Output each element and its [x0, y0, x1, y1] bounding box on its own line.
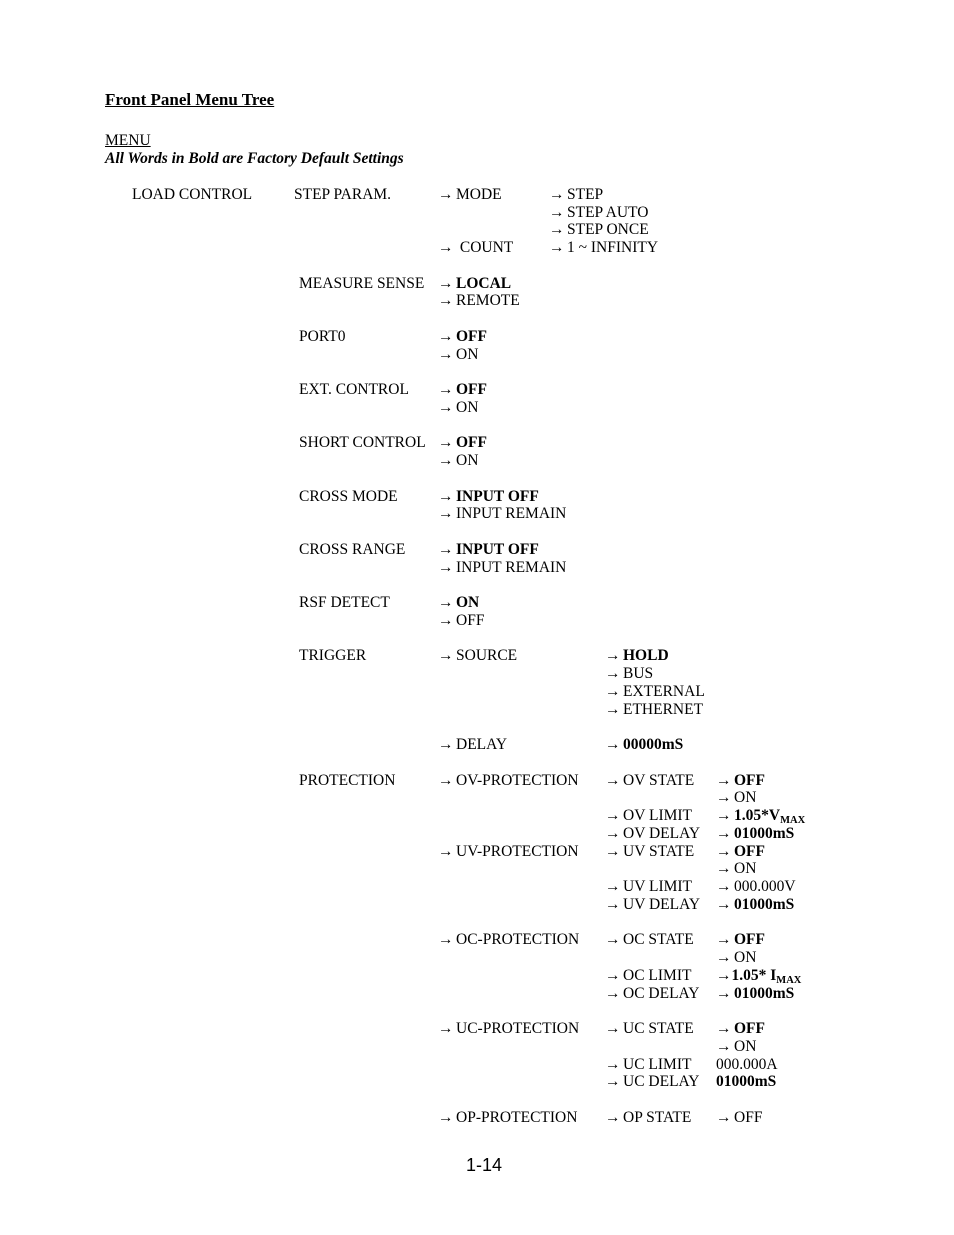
opt-cross-mode-input-off: → INPUT OFF	[438, 488, 539, 505]
label-short-control: SHORT CONTROL	[299, 434, 426, 451]
arrow-right-icon: →	[438, 488, 454, 505]
opt-ov-state-off: → OFF	[716, 772, 765, 789]
arrow-right-icon: →	[549, 239, 565, 256]
opt-ext-on: → ON	[438, 399, 479, 416]
opt-delay-val: → 00000mS	[605, 736, 684, 753]
opt-ov-state: → OV STATE	[605, 772, 695, 789]
arrow-right-icon: →	[438, 239, 454, 256]
opt-op-state-off: → OFF	[716, 1109, 763, 1126]
arrow-right-icon: →	[605, 736, 621, 753]
opt-cross-range-input-off: → INPUT OFF	[438, 541, 539, 558]
opt-bus: → BUS	[605, 665, 654, 682]
opt-ov-limit: → OV LIMIT	[605, 807, 693, 824]
opt-remote: → REMOTE	[438, 292, 520, 309]
opt-oc-limit: → OC LIMIT	[605, 967, 692, 984]
opt-mode: → MODE	[438, 186, 502, 203]
opt-oc-delay-val: → 01000mS	[716, 985, 795, 1002]
opt-ov-state-on: → ON	[716, 789, 757, 806]
opt-local: → LOCAL	[438, 275, 512, 292]
opt-uc-limit: → UC LIMIT	[605, 1056, 692, 1073]
page-number: 1-14	[466, 1155, 503, 1175]
opt-uc-state-off: → OFF	[716, 1020, 765, 1037]
label-cross-range: CROSS RANGE	[299, 541, 406, 558]
opt-uc-protection: → UC-PROTECTION	[438, 1020, 580, 1037]
arrow-right-icon: →	[438, 1109, 454, 1126]
arrow-right-icon: →	[549, 204, 565, 221]
arrow-right-icon: →	[605, 1020, 621, 1037]
opt-uc-delay: → UC DELAY	[605, 1073, 700, 1090]
opt-port0-off: → OFF	[438, 328, 487, 345]
opt-op-state: → OP STATE	[605, 1109, 692, 1126]
arrow-right-icon: →	[438, 736, 454, 753]
arrow-right-icon: →	[605, 931, 621, 948]
opt-ethernet: → ETHERNET	[605, 701, 704, 718]
arrow-right-icon: →	[605, 701, 621, 718]
arrow-right-icon: →	[605, 665, 621, 682]
opt-step-auto: → STEP AUTO	[549, 204, 649, 221]
arrow-right-icon: →	[438, 328, 454, 345]
opt-cross-mode-input-remain: → INPUT REMAIN	[438, 505, 567, 522]
opt-uv-limit-val: → 000.000V	[716, 878, 796, 895]
arrow-right-icon: →	[716, 931, 732, 948]
arrow-right-icon: →	[438, 399, 454, 416]
opt-source: → SOURCE	[438, 647, 518, 664]
arrow-right-icon: →	[438, 559, 454, 576]
arrow-right-icon: →	[549, 221, 565, 238]
opt-uv-state: → UV STATE	[605, 843, 695, 860]
arrow-right-icon: →	[716, 772, 732, 789]
opt-port0-on: → ON	[438, 346, 479, 363]
opt-ov-protection: → OV-PROTECTION	[438, 772, 579, 789]
arrow-right-icon: →	[438, 594, 454, 611]
arrow-right-icon: →	[438, 647, 454, 664]
arrow-right-icon: →	[716, 860, 732, 877]
arrow-right-icon: →	[605, 683, 621, 700]
arrow-right-icon: →	[716, 1020, 732, 1037]
arrow-right-icon: →	[605, 807, 621, 824]
arrow-right-icon: →	[438, 931, 454, 948]
arrow-right-icon: →	[716, 1038, 732, 1055]
opt-step-once: → STEP ONCE	[549, 221, 649, 238]
arrow-right-icon: →	[438, 612, 454, 629]
arrow-right-icon: →	[605, 896, 621, 913]
opt-ov-delay-val: → 01000mS	[716, 825, 795, 842]
opt-ov-delay: → OV DELAY	[605, 825, 701, 842]
arrow-right-icon: →	[605, 878, 621, 895]
opt-rsf-off: → OFF	[438, 612, 485, 629]
opt-rsf-on: → ON	[438, 594, 480, 611]
arrow-right-icon: →	[716, 949, 732, 966]
opt-uv-protection: → UV-PROTECTION	[438, 843, 579, 860]
opt-op-protection: → OP-PROTECTION	[438, 1109, 578, 1126]
arrow-right-icon: →	[438, 381, 454, 398]
label-cross-mode: CROSS MODE	[299, 488, 398, 505]
arrow-right-icon: →	[716, 789, 732, 806]
arrow-right-icon: →	[438, 772, 454, 789]
label-ext-control: EXT. CONTROL	[299, 381, 409, 398]
arrow-right-icon: →	[438, 541, 454, 558]
label-protection: PROTECTION	[299, 772, 396, 789]
arrow-right-icon: →	[438, 346, 454, 363]
opt-delay: → DELAY	[438, 736, 508, 753]
arrow-right-icon: →	[716, 985, 732, 1002]
label-rsf-detect: RSF DETECT	[299, 594, 390, 611]
arrow-right-icon: →	[438, 505, 454, 522]
arrow-right-icon: →	[438, 434, 454, 451]
opt-oc-state-off: → OFF	[716, 931, 765, 948]
opt-ov-limit-val: → 1.05*VMAX	[716, 807, 806, 826]
arrow-right-icon: →	[716, 825, 732, 842]
opt-uv-state-on: → ON	[716, 860, 757, 877]
opt-uc-limit-val: 000.000A	[716, 1056, 778, 1073]
arrow-right-icon: →	[438, 843, 454, 860]
label-trigger: TRIGGER	[299, 647, 367, 664]
arrow-right-icon: →	[605, 772, 621, 789]
opt-uv-delay: → UV DELAY	[605, 896, 701, 913]
opt-hold: → HOLD	[605, 647, 669, 664]
opt-uv-delay-val: → 01000mS	[716, 896, 795, 913]
label-measure-sense: MEASURE SENSE	[299, 275, 425, 292]
arrow-right-icon: →	[716, 843, 732, 860]
opt-uc-state: → UC STATE	[605, 1020, 694, 1037]
opt-count: → COUNT	[438, 239, 514, 256]
arrow-right-icon: →	[438, 1020, 454, 1037]
arrow-right-icon: →	[716, 896, 732, 913]
arrow-right-icon: →	[716, 878, 732, 895]
arrow-right-icon: →	[438, 275, 454, 292]
arrow-right-icon: →	[605, 647, 621, 664]
opt-step: → STEP	[549, 186, 604, 203]
label-step-param: STEP PARAM.	[294, 186, 392, 203]
opt-oc-state: → OC STATE	[605, 931, 694, 948]
arrow-right-icon: →	[716, 967, 732, 984]
arrow-right-icon: →	[605, 1073, 621, 1090]
root-load-control: LOAD CONTROL	[132, 186, 253, 203]
arrow-right-icon: →	[438, 452, 454, 469]
arrow-right-icon: →	[549, 186, 565, 203]
opt-cross-range-input-remain: → INPUT REMAIN	[438, 559, 567, 576]
opt-oc-state-on: → ON	[716, 949, 757, 966]
arrow-right-icon: →	[716, 1109, 732, 1126]
page-title: Front Panel Menu Tree	[105, 90, 275, 109]
label-port0: PORT0	[299, 328, 346, 345]
arrow-right-icon: →	[605, 825, 621, 842]
menu-label: MENU	[105, 132, 151, 149]
arrow-right-icon: →	[605, 1056, 621, 1073]
opt-ext-off: → OFF	[438, 381, 487, 398]
opt-short-on: → ON	[438, 452, 479, 469]
arrow-right-icon: →	[716, 807, 732, 824]
arrow-right-icon: →	[438, 292, 454, 309]
opt-uc-delay-val: 01000mS	[716, 1073, 777, 1090]
arrow-right-icon: →	[438, 186, 454, 203]
opt-short-off: → OFF	[438, 434, 487, 451]
opt-uv-limit: → UV LIMIT	[605, 878, 693, 895]
arrow-right-icon: →	[605, 1109, 621, 1126]
opt-oc-protection: → OC-PROTECTION	[438, 931, 580, 948]
subtitle: All Words in Bold are Factory Default Settings	[105, 150, 404, 167]
arrow-right-icon: →	[605, 843, 621, 860]
opt-oc-limit-val: →1.05* IMAX	[716, 967, 802, 986]
opt-uv-state-off: → OFF	[716, 843, 765, 860]
opt-uc-state-on: → ON	[716, 1038, 757, 1055]
opt-external: → EXTERNAL	[605, 683, 705, 700]
opt-oc-delay: → OC DELAY	[605, 985, 700, 1002]
opt-infinity: → 1 ~ INFINITY	[549, 239, 659, 256]
arrow-right-icon: →	[605, 985, 621, 1002]
arrow-right-icon: →	[605, 967, 621, 984]
